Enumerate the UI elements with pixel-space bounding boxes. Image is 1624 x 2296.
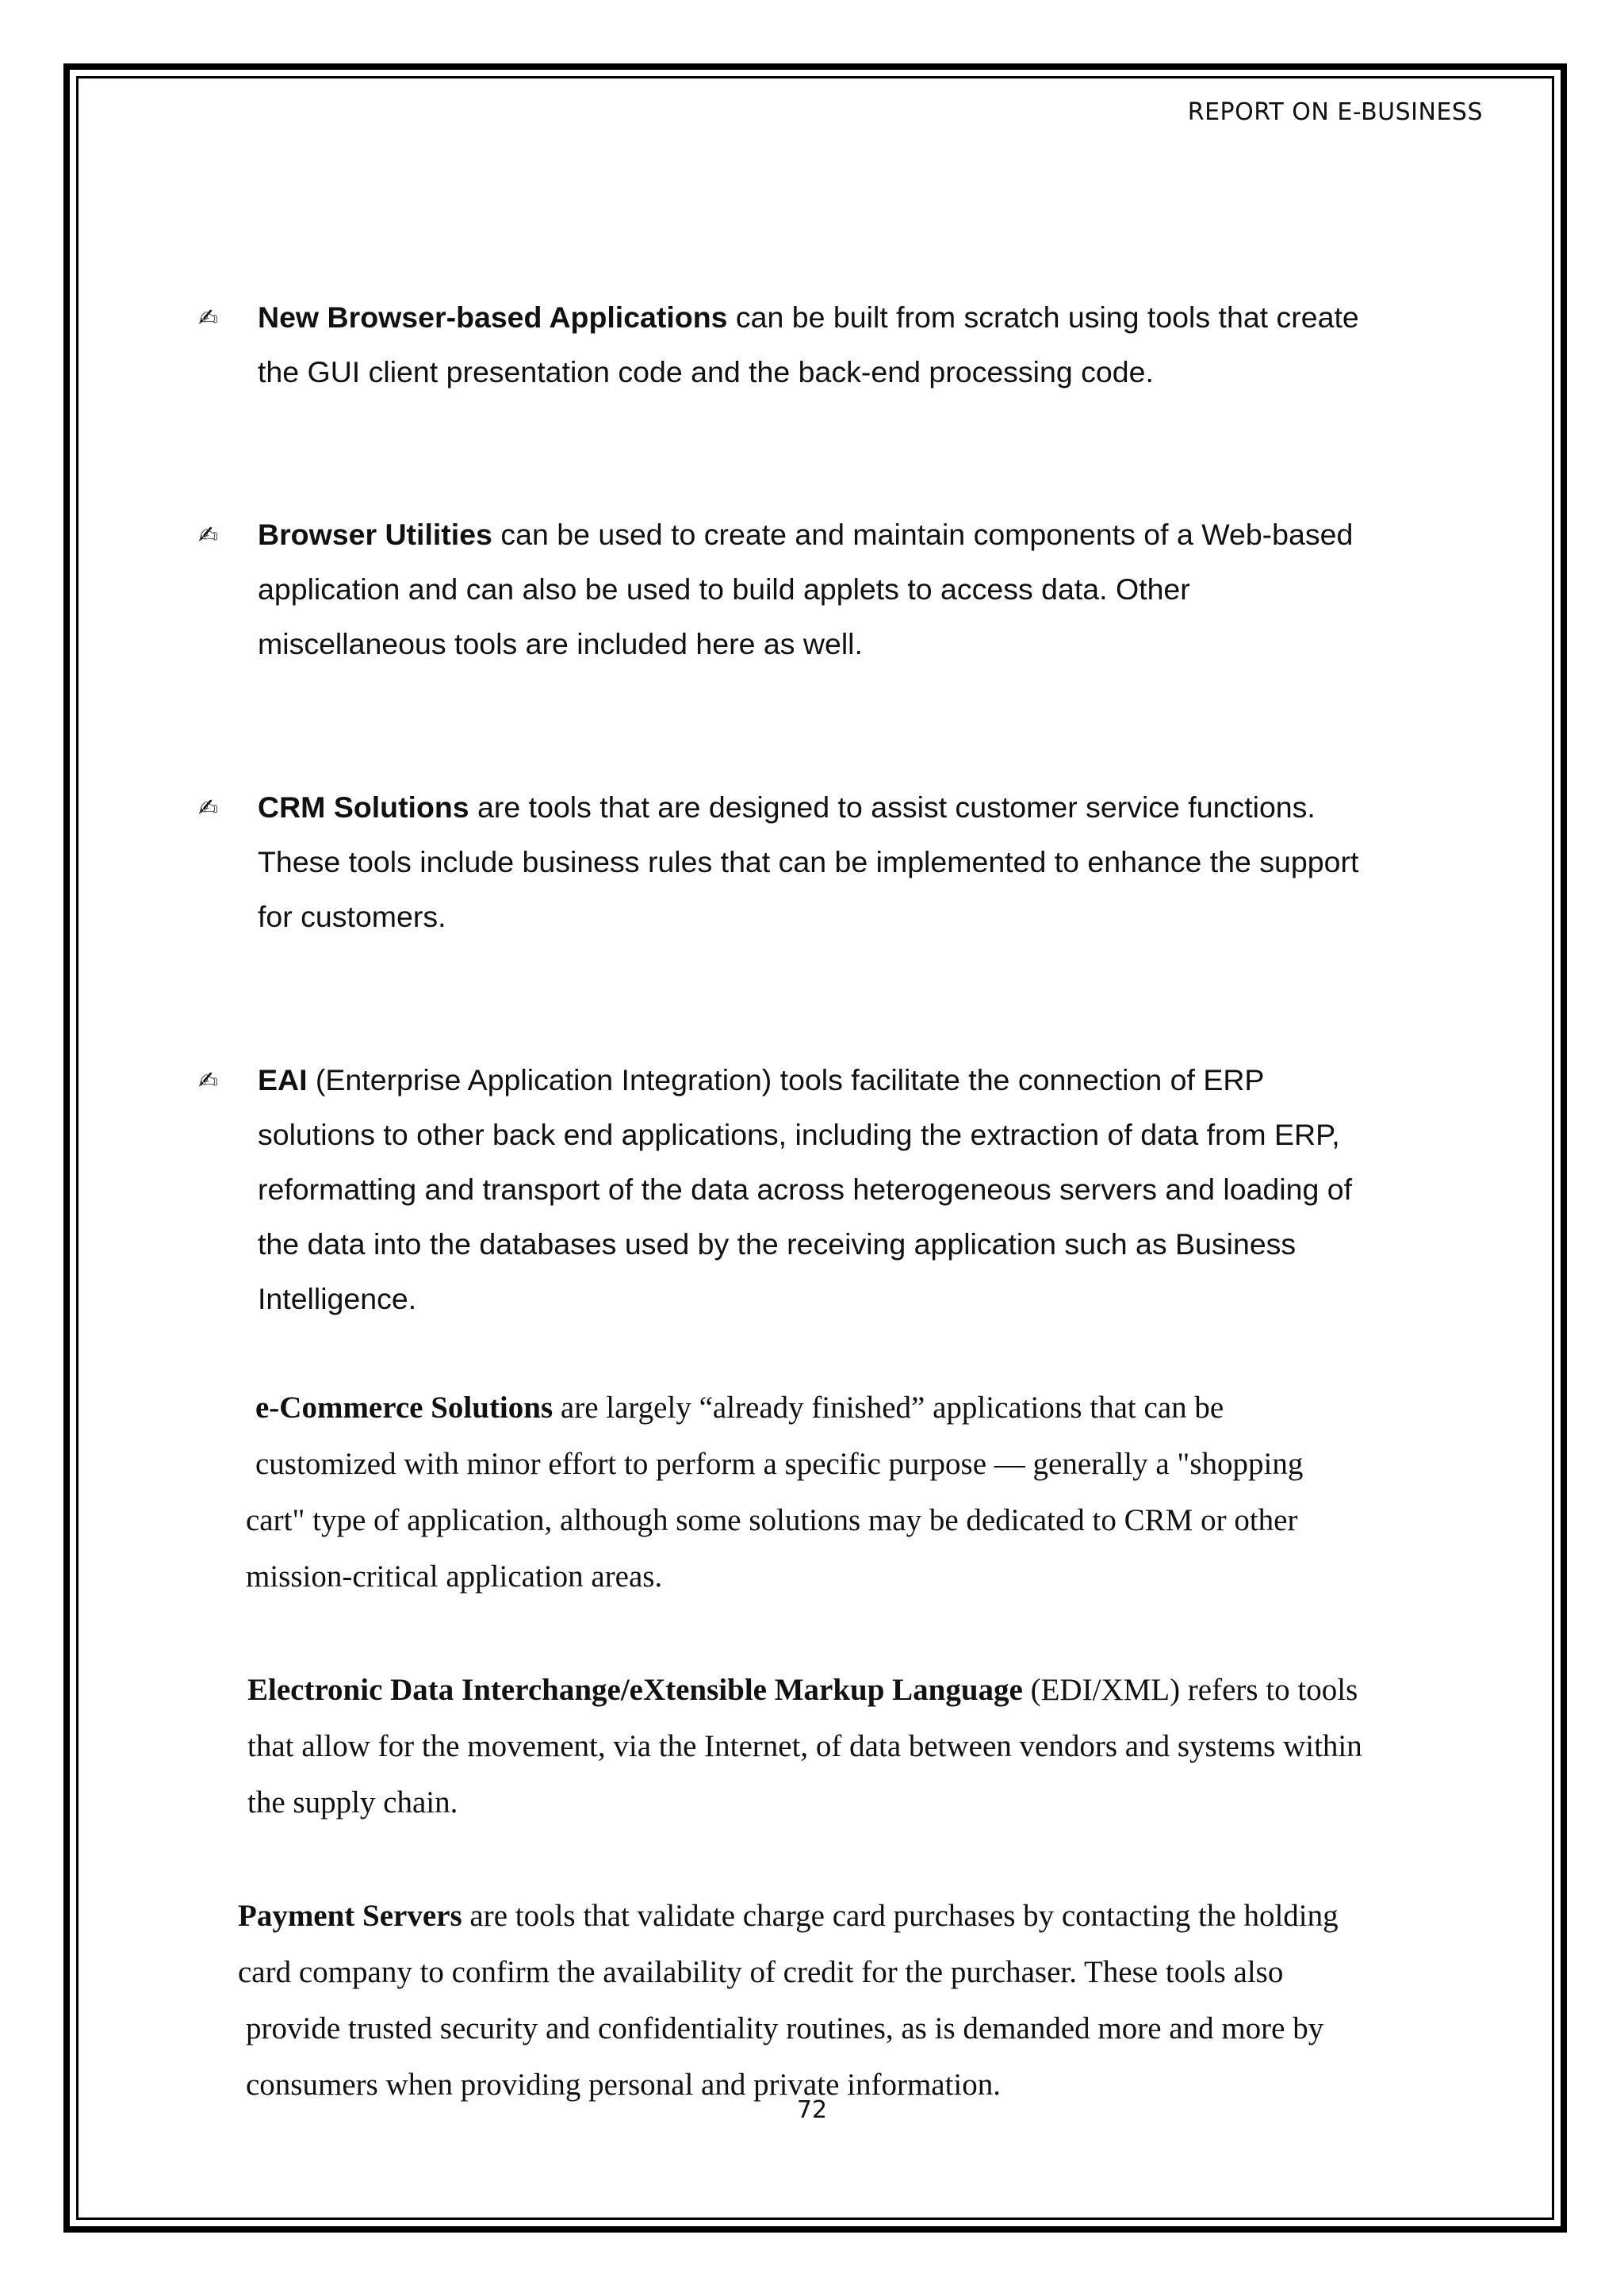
bullet-text-line: can be built from scratch using tools that create — [727, 300, 1359, 334]
paragraph-text-line: are largely “already finished” applications that can be — [553, 1391, 1224, 1425]
bullet-browser-utilities — [258, 507, 1447, 672]
bullet-term: Browser Utilities — [258, 518, 492, 551]
writing-hand-icon: ✍ — [198, 794, 219, 822]
bullet-text-line: miscellaneous tools are included here as well. — [258, 627, 863, 660]
paragraph-text-line: that allow for the movement, via the Internet, of data between vendors and systems within — [247, 1729, 1362, 1763]
bullet-text-line: These tools include business rules that can be implemented to enhance the support — [258, 845, 1359, 878]
paragraph-edi-xml — [247, 1662, 1453, 1831]
bullet-text-line: Intelligence. — [258, 1282, 417, 1315]
bullet-text-line: are tools that are designed to assist customer service functions. — [469, 790, 1316, 824]
paragraph-text-line: are tools that validate charge card purchases by contacting the holding — [462, 1899, 1339, 1933]
writing-hand-icon: ✍ — [198, 1067, 219, 1095]
bullet-text-line: the GUI client presentation code and the back-end processing code. — [258, 355, 1154, 388]
bullet-text-line: the data into the databases used by the receiving application such as Business — [258, 1227, 1297, 1261]
page-number: 72 — [796, 2096, 828, 2124]
bullet-term: CRM Solutions — [258, 790, 469, 824]
paragraph-term: Electronic Data Interchange/eXtensible Markup Language — [247, 1673, 1023, 1707]
bullet-new-browser-apps — [258, 290, 1447, 400]
paragraph-text-line: the supply chain. — [247, 1785, 458, 1820]
bullet-eai — [258, 1053, 1447, 1326]
bullet-text-line: application and can also be used to build applets to access data. Other — [258, 572, 1190, 606]
bullet-term: New Browser-based Applications — [258, 300, 728, 334]
paragraph-text-line: consumers when providing personal and private information. — [246, 2068, 1002, 2102]
paragraph-text-line: card company to confirm the availability of credit for the purchaser. These tools also — [238, 1955, 1284, 1989]
bullet-text-line: for customers. — [258, 900, 446, 933]
bullet-text-line: (Enterprise Application Integration) tools facilitate the connection of ERP — [307, 1063, 1265, 1096]
paragraph-text-line: customized with minor effort to perform a specific purpose — generally a "shopping — [255, 1447, 1304, 1481]
writing-hand-icon: ✍ — [198, 522, 219, 549]
bullet-text-line: solutions to other back end applications, including the extraction of data from ERP, — [258, 1118, 1340, 1151]
writing-hand-icon: ✍ — [198, 304, 219, 332]
paragraph-text-line: cart" type of application, although some solutions may be dedicated to CRM or other — [246, 1503, 1298, 1537]
bullet-term: EAI — [258, 1063, 308, 1096]
paragraph-payment-servers — [238, 1888, 1443, 2113]
paragraph-text-line: (EDI/XML) refers to tools — [1022, 1673, 1358, 1707]
paragraph-ecommerce-solutions — [246, 1380, 1451, 1605]
paragraph-term: Payment Servers — [238, 1899, 462, 1933]
running-header: REPORT ON E-BUSINESS — [1187, 98, 1483, 126]
bullet-crm-solutions — [258, 780, 1447, 944]
bullet-text-line: can be used to create and maintain components of a Web-based — [492, 518, 1354, 551]
paragraph-text-line: mission-critical application areas. — [246, 1559, 663, 1594]
paragraph-text-line: provide trusted security and confidentiality routines, as is demanded more and more by — [246, 2011, 1324, 2045]
bullet-text-line: reformatting and transport of the data across heterogeneous servers and loading of — [258, 1173, 1353, 1206]
paragraph-term: e-Commerce Solutions — [255, 1391, 553, 1425]
